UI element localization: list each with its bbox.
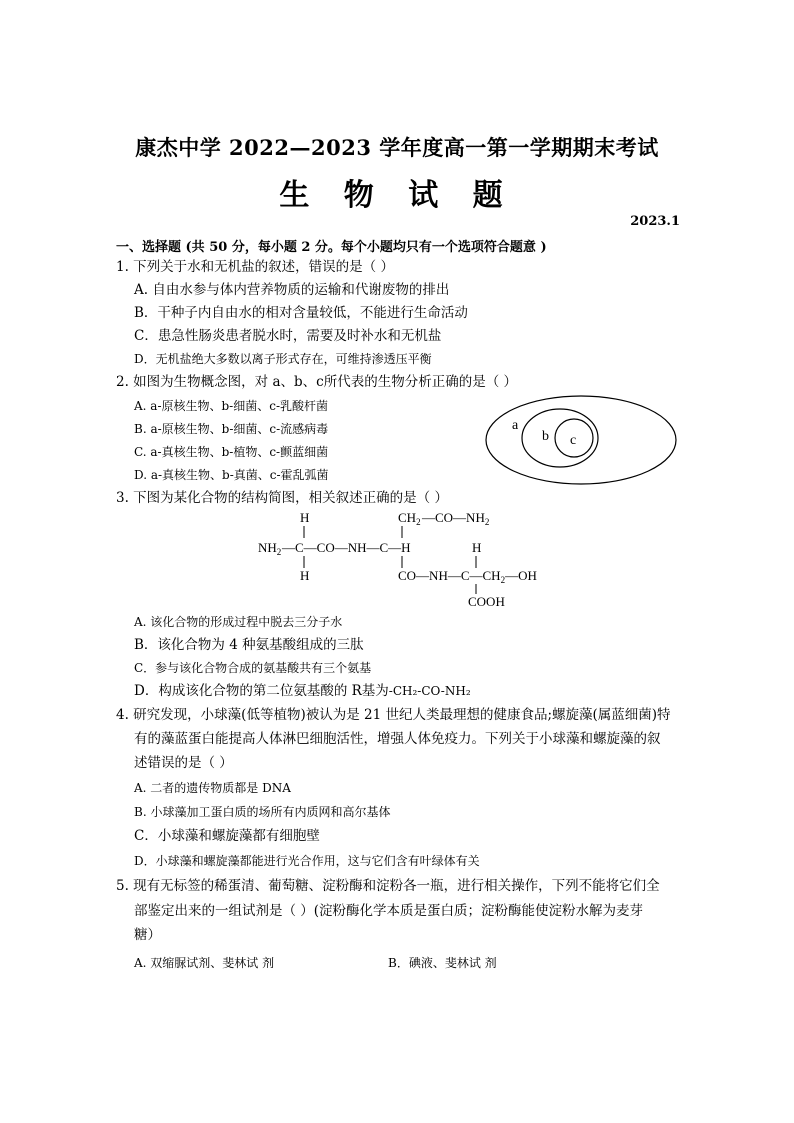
question-1-stem: 1. 下列关于水和无机盐的叙述，错误的是（ ） [116, 259, 394, 275]
question-3-stem: 3. 下图为某化合物的结构简图，相关叙述正确的是（ ） [116, 490, 448, 506]
question-1-option-a: A. 自由水参与体内营养物质的运输和代谢废物的排出 [134, 282, 450, 298]
question-5-stem-line-2: 部鉴定出来的一组试剂是（ ）(淀粉酶化学本质是蛋白质；淀粉酶能使淀粉水解为麦芽 [134, 903, 644, 919]
label-b: b [542, 429, 549, 444]
question-1-option-c: C．患急性肠炎患者脱水时，需要及时补水和无机盐 [134, 328, 442, 344]
exam-date: 2023.1 [630, 214, 680, 229]
struct-main-chain: —C—CO—NH—C—H [282, 540, 411, 555]
question-3-option-b: B．该化合物为 4 种氨基酸组成的三肽 [134, 637, 364, 653]
question-3-option-d [134, 682, 471, 700]
struct-h-right: H [472, 540, 482, 555]
question-2-option-d: D. a-真核生物、b-真菌、c-霍乱弧菌 [134, 468, 329, 482]
question-5-option-b: B．碘液、斐林试 剂 [388, 956, 497, 970]
ellipse-a [486, 396, 676, 484]
struct-ch2-top: $CH_2$ [398, 510, 421, 527]
question-1-option-b: B．干种子内自由水的相对含量较低，不能进行生命活动 [134, 305, 468, 321]
struct-nh2-left: $NH_2$ [258, 540, 282, 557]
question-2-option-a: A. a-原核生物、b-细菌、c-乳酸杆菌 [134, 399, 329, 413]
question-3-option-d-text: D．构成该化合物的第二位氨基酸的 R基为 [134, 683, 389, 699]
question-4-option-a: A. 二者的遗传物质都是 DNA [134, 781, 291, 795]
question-4-stem-line-3: 述错误的是（ ） [134, 755, 233, 771]
concept-venn-diagram [484, 394, 678, 486]
question-5-stem-line-3: 糖） [134, 927, 161, 943]
question-2-option-b: B. a-原核生物、b-细菌、c-流感病毒 [134, 422, 329, 436]
question-1-option-d: D．无机盐绝大多数以离子形式存在，可维持渗透压平衡 [134, 352, 432, 366]
r-group-formula: -CH₂-CO-NH₂ [388, 684, 471, 698]
struct-top-h: H [300, 510, 310, 525]
question-5-option-a: A. 双缩脲试剂、斐林试 剂 [134, 956, 275, 970]
question-4-stem-line-2: 有的藻蓝蛋白能提高人体淋巴细胞活性，增强人体免疫力。下列关于小球藻和螺旋藻的叙 [134, 731, 661, 747]
ellipse-b [522, 409, 598, 467]
exam-title: 康杰中学 2022—2023 学年度高一第一学期期末考试 [135, 135, 659, 160]
question-4-option-b: B. 小球藻加工蛋白质的场所有内质网和高尔基体 [134, 805, 391, 819]
question-5-stem-line-1: 5. 现有无标签的稀蛋清、葡萄糖、淀粉酶和淀粉各一瓶，进行相关操作，下列不能将它们全 [116, 878, 660, 894]
section-heading: 一、选择题 (共 50 分，每小题 2 分。每个小题均只有一个选项符合题意 ) [116, 240, 547, 255]
struct-second-chain: $CO—NH—C—CH_2—OH$ [398, 568, 537, 585]
label-a: a [512, 418, 519, 433]
question-4-option-d: D．小球藻和螺旋藻都能进行光合作用，这与它们含有叶绿体有关 [134, 854, 480, 868]
question-2-option-c: C. a-真核生物、b-植物、c-颤蓝细菌 [134, 445, 329, 459]
question-4-option-c: C．小球藻和螺旋藻都有细胞壁 [134, 828, 320, 844]
question-4-stem-line-1: 4. 研究发现，小球藻(低等植物)被认为是 21 世纪人类最理想的健康食品;螺旋藻(属蓝细菌)特 [116, 707, 671, 723]
compound-structure-diagram [252, 506, 572, 610]
struct-conh2-top: $—CO—NH_2$ [422, 510, 490, 527]
question-3-option-a: A. 该化合物的形成过程中脱去三分子水 [134, 615, 343, 629]
struct-cooh: COOH [468, 594, 505, 609]
label-c: c [570, 433, 577, 448]
struct-bottom-h: H [300, 568, 310, 583]
question-3-option-c: C．参与该化合物合成的氨基酸共有三个氨基 [134, 661, 372, 675]
subject-title: 生 物 试 题 [279, 178, 515, 213]
question-2-stem: 2. 如图为生物概念图，对 a、b、c所代表的生物分析正确的是（ ） [116, 374, 518, 390]
